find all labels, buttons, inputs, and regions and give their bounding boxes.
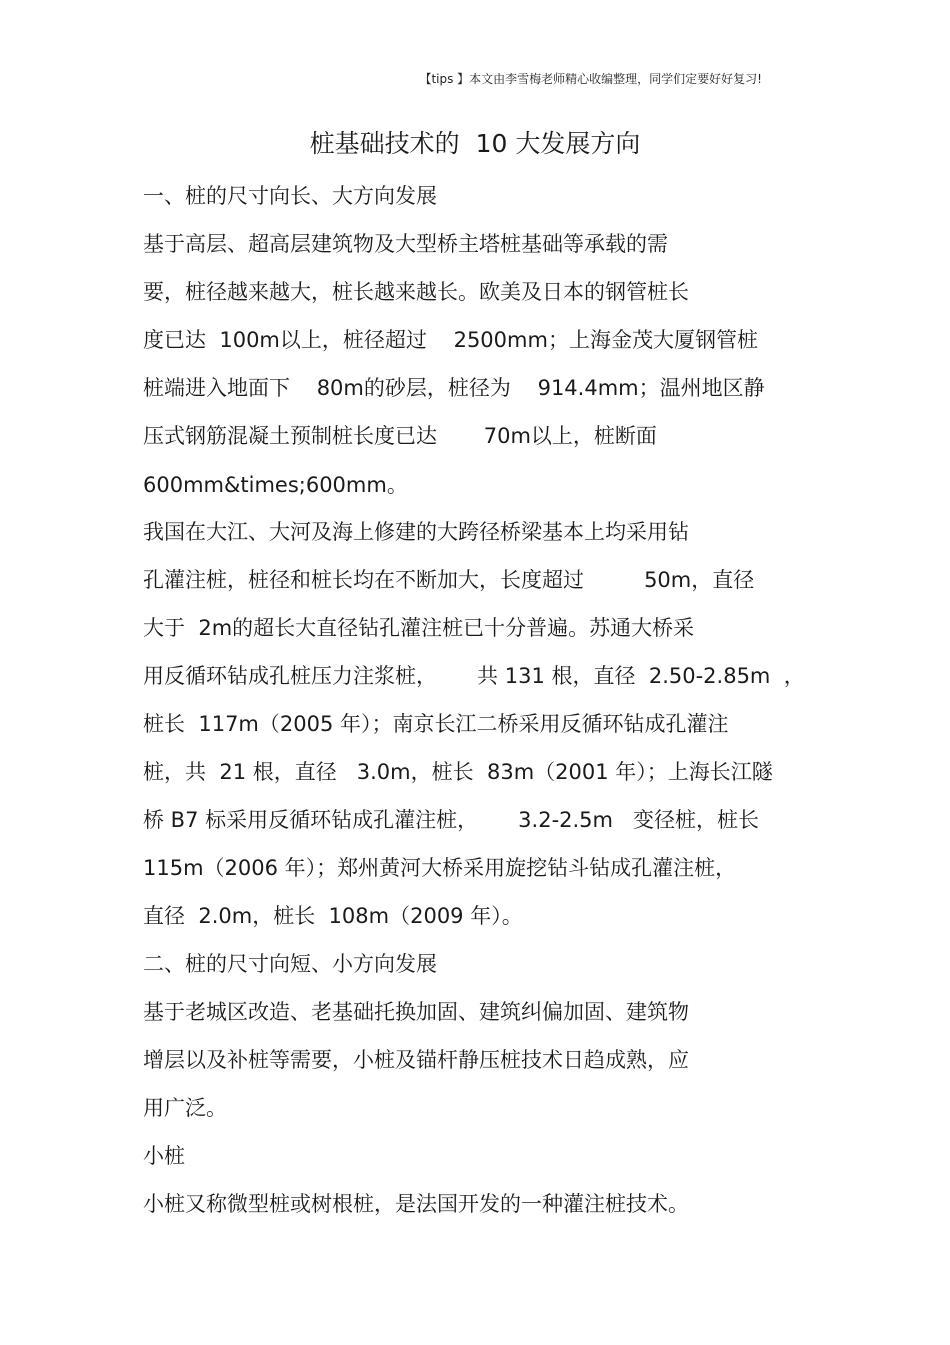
body-line: 我国在大江、大河及海上修建的大跨径桥梁基本上均采用钻 [143,520,689,544]
body-line: 压式钢筋混凝土预制桩长度已达 70m以上，桩断面 [143,424,657,448]
body-line: 基于老城区改造、老基础托换加固、建筑纠偏加固、建筑物 [143,1000,689,1024]
body-line: 孔灌注桩，桩径和桩长均在不断加大，长度超过 50m，直径 [143,568,755,592]
body-line: 大于 2m的超长大直径钻孔灌注桩已十分普遍。苏通大桥采 [143,616,695,640]
header-tips-note: 【tips 】本文由李雪梅老师精心收编整理，同学们定要好好复习! [419,72,762,86]
body-line: 桩长 117m（2005 年）；南京长江二桥采用反循环钻成孔灌注 [143,712,729,736]
document-title: 桩基础技术的 10 大发展方向 [309,129,641,158]
body-line: 桩，共 21 根，直径 3.0m，桩长 83m（2001 年）；上海长江隧 [143,760,773,784]
body-line: 用广泛。 [143,1096,227,1120]
body-line: 600mm&times;600mm。 [143,473,408,497]
body-line: 桩端进入地面下 80m的砂层，桩径为 914.4mm；温州地区静 [143,376,765,400]
section-heading: 一、桩的尺寸向长、大方向发展 [143,184,437,208]
body-line: 115m（2006 年）；郑州黄河大桥采用旋挖钻斗钻成孔灌注桩， [143,856,737,880]
body-line: 用反循环钻成孔桩压力注浆桩， 共 131 根，直径 2.50-2.85m ， [143,664,805,688]
body-line: 要，桩径越来越大，桩长越来越长。欧美及日本的钢管桩长 [143,280,689,304]
body-line: 桥 B7 标采用反循环钻成孔灌注桩， 3.2-2.5m 变径桩，桩长 [143,808,760,832]
subsection-heading: 小桩 [143,1144,185,1168]
body-line: 基于高层、超高层建筑物及大型桥主塔桩基础等承载的需 [143,232,668,256]
body-line: 度已达 100m以上，桩径超过 2500mm；上海金茂大厦钢管桩 [143,328,758,352]
body-line: 增层以及补桩等需要，小桩及锚杆静压桩技术日趋成熟，应 [143,1048,689,1072]
section-heading: 二、桩的尺寸向短、小方向发展 [143,952,437,976]
body-line: 小桩又称微型桩或树根桩，是法国开发的一种灌注桩技术。 [143,1192,689,1216]
body-line: 直径 2.0m，桩长 108m（2009 年）。 [143,904,523,928]
